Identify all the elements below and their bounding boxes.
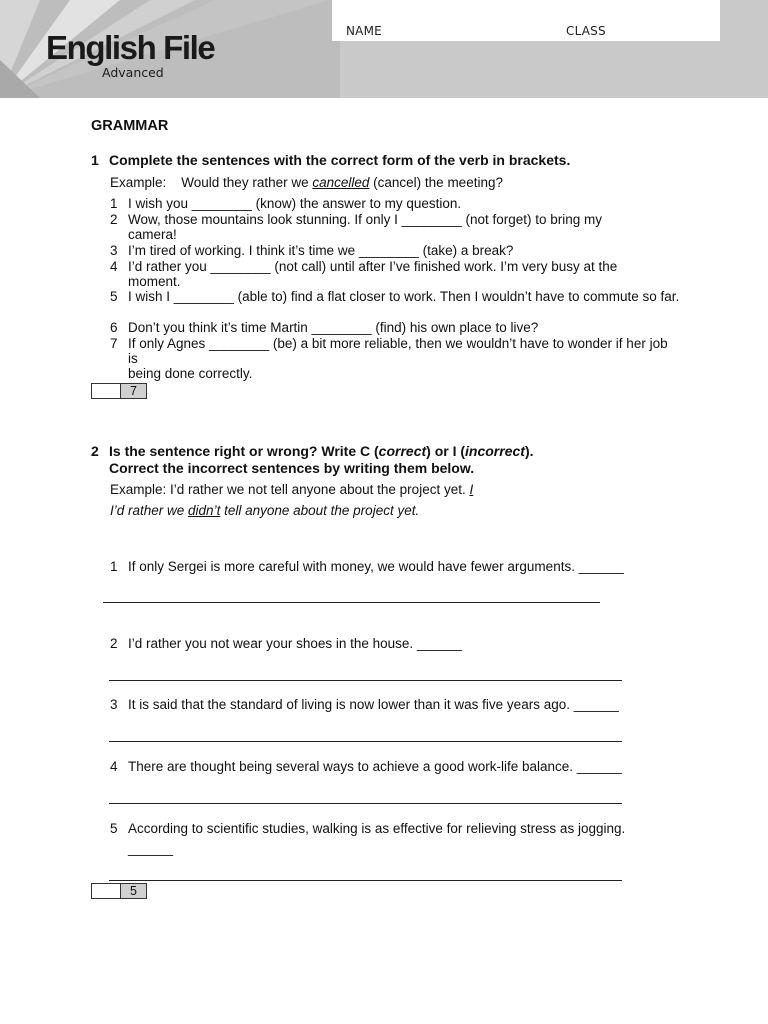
q2-item-number: 1 <box>110 559 118 574</box>
q2-item-text: If only Sergei is more careful with money, we would have fewer arguments. ______ <box>128 559 624 574</box>
q1-item-text: If only Agnes ________ (be) a bit more reliable, then we wouldn’t have to wonder if her job is <box>128 336 668 367</box>
q1-item-text: being done correctly. <box>128 366 253 381</box>
q1-item-text: I’d rather you ________ (not call) until after I’ve finished work. I’m very busy at the moment. <box>128 259 618 290</box>
q2-example-text: Example: I’d rather we not tell anyone about the project yet. <box>110 482 470 497</box>
q2-item-text: ______ <box>128 841 174 856</box>
q1-item-number: 7 <box>110 336 118 351</box>
q1-number: 1 <box>91 152 99 168</box>
q1-instruction: Complete the sentences with the correct form of the verb in brackets. <box>109 152 571 168</box>
q2-number: 2 <box>91 443 99 459</box>
page-header <box>0 0 768 98</box>
brand-subtitle: Advanced <box>102 65 164 80</box>
q2-example-correction: I’d rather we didn’t tell anyone about the project yet. <box>110 503 420 518</box>
q2-item-number: 4 <box>110 759 118 774</box>
q2-item-number: 2 <box>110 636 118 651</box>
q2-answer-line[interactable] <box>109 880 622 881</box>
q1-item-text: I wish you ________ (know) the answer to my question. <box>128 196 462 211</box>
q2-example-mark: I <box>469 482 474 497</box>
name-class-box <box>332 0 720 41</box>
q2-item-text: I’d rather you not wear your shoes in the house. ______ <box>128 636 462 651</box>
q2-item-text: There are thought being several ways to achieve a good work-life balance. ______ <box>128 759 622 774</box>
q2-item-text: According to scientific studies, walking is as effective for relieving stress as jogging. <box>128 821 626 836</box>
q2-answer-line[interactable] <box>109 803 622 804</box>
q2-instruction-line2: Correct the incorrect sentences by writing them below. <box>109 460 475 476</box>
q1-item-text: Don’t you think it’s time Martin ________ (find) his own place to live? <box>128 320 539 335</box>
q2-score-box <box>91 883 147 899</box>
q1-score-input[interactable] <box>92 384 121 398</box>
q1-item-number: 3 <box>110 243 118 258</box>
q1-item-text: I’m tired of working. I think it’s time we ________ (take) a break? <box>128 243 514 258</box>
q2-item-text: It is said that the standard of living is now lower than it was five years ago. ______ <box>128 697 619 712</box>
q1-example-label: Example: <box>110 175 167 190</box>
q1-heading <box>91 152 711 169</box>
q1-item-number: 2 <box>110 212 118 227</box>
q2-answer-line[interactable] <box>109 741 622 742</box>
section-title: GRAMMAR <box>91 118 169 134</box>
brand-title: English File <box>46 29 215 66</box>
q1-score-box <box>91 383 147 399</box>
q1-score-total: 7 <box>121 384 146 398</box>
q2-instruction-line1: Is the sentence right or wrong? Write C (correct) or I (incorrect). <box>109 443 534 459</box>
q2-item-number: 3 <box>110 697 118 712</box>
q1-example-after: (cancel) the meeting? <box>369 175 503 190</box>
q1-item-text: Wow, those mountains look stunning. If only I ________ (not forget) to bring my camera! <box>128 212 603 243</box>
q1-item-number: 6 <box>110 320 118 335</box>
q2-example <box>110 482 473 498</box>
q1-example <box>110 175 503 191</box>
q1-item-number: 4 <box>110 259 118 274</box>
q1-example-answer: cancelled <box>312 175 370 190</box>
q2-answer-line[interactable] <box>103 602 600 603</box>
class-label: CLASS <box>566 24 606 38</box>
q1-example-before: Would they rather we <box>181 175 313 190</box>
q1-item-number: 5 <box>110 289 118 304</box>
q2-score-total: 5 <box>121 884 146 898</box>
q2-answer-line[interactable] <box>109 680 622 681</box>
q2-heading <box>91 443 711 477</box>
q1-item-text: I wish I ________ (able to) find a flat closer to work. Then I wouldn’t have to commute so far. <box>128 289 680 304</box>
q2-score-input[interactable] <box>92 884 121 898</box>
q1-item-number: 1 <box>110 196 118 211</box>
name-label: NAME <box>346 24 382 38</box>
q2-item-number: 5 <box>110 821 118 836</box>
